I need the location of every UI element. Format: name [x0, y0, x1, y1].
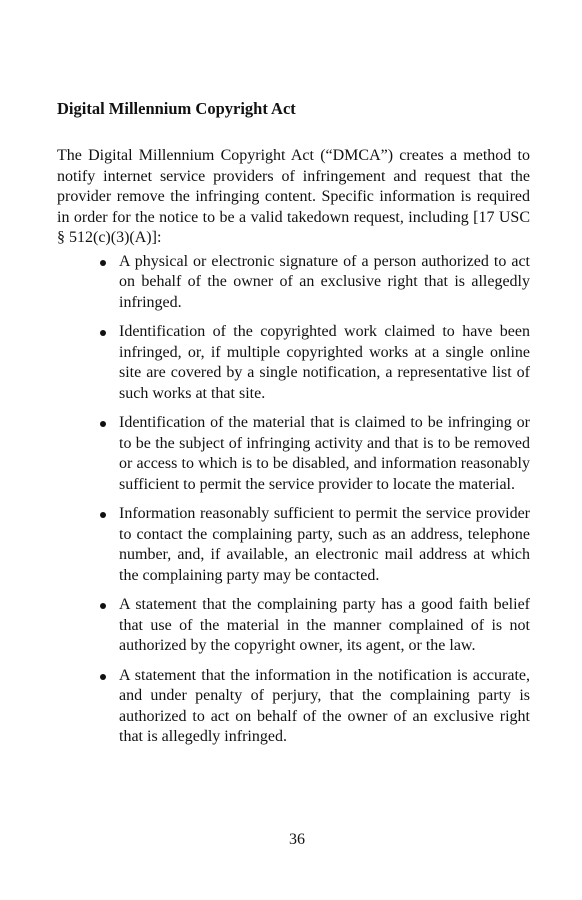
intro-paragraph: The Digital Millennium Copyright Act (“DMCA”) creates a method to notify internet service providers of infringement and request that the provider remove the infringing content. Specific information is required in order for the notice to be a valid takedown request, including [17 USC § 512(c)(3)(A)]: [57, 147, 530, 246]
list-item-text: Information reasonably sufficient to permit the service provider to contact the complaining party, such as an address, telephone number, and, if available, an electronic mail address at which the complaining party may be contacted. [119, 505, 530, 584]
bullet-icon [100, 260, 106, 266]
list-item [57, 413, 530, 495]
section-heading: Digital Millennium Copyright Act [57, 99, 296, 118]
list-item [57, 322, 530, 404]
bullet-icon [100, 674, 106, 680]
document-page [57, 98, 530, 757]
list-item-text: Identification of the copyrighted work claimed to have been infringed, or, if multiple copyrighted works at a single online site are covered by a single notification, a representative list of such works at that site. [119, 323, 530, 402]
bullet-icon [100, 330, 106, 336]
requirements-list [57, 252, 530, 748]
bullet-icon [100, 421, 106, 427]
page-number: 36 [289, 831, 305, 848]
list-item-text: A statement that the information in the notification is accurate, and under penalty of perjury, that the complaining party is authorized to act on behalf of the owner of an exclusive right that is allegedly infringed. [119, 666, 530, 745]
list-item [57, 666, 530, 748]
list-item-text: A statement that the complaining party has a good faith belief that use of the material in the manner complained of is not authorized by the copyright owner, its agent, or the law. [119, 596, 530, 654]
bullet-icon [100, 603, 106, 609]
list-item [57, 252, 530, 314]
list-item-text: Identification of the material that is claimed to be infringing or to be the subject of infringing activity and that is to be removed or access to which is to be disabled, and information reasonably sufficient to permit the service provider to locate the material. [119, 414, 530, 493]
list-item [57, 595, 530, 657]
list-item [57, 504, 530, 586]
bullet-icon [100, 512, 106, 518]
list-item-text: A physical or electronic signature of a person authorized to act on behalf of the owner of an exclusive right that is allegedly infringed. [119, 252, 530, 311]
